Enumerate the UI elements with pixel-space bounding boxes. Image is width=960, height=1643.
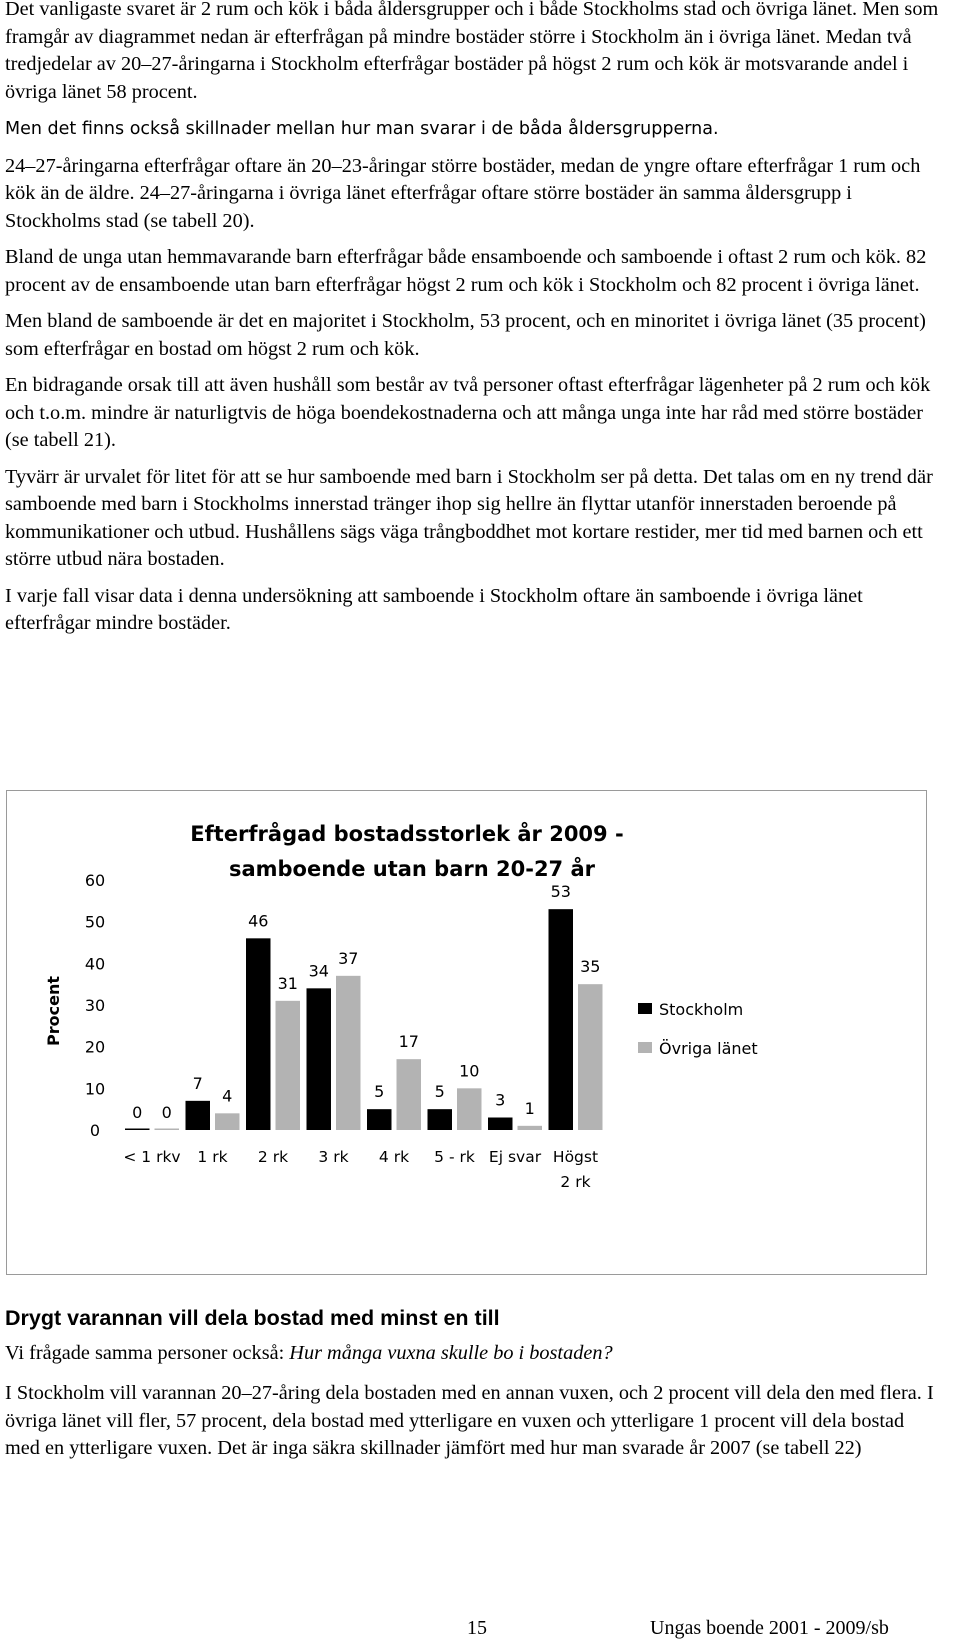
bar-ovriga-lanet <box>518 1126 543 1130</box>
paragraph-4: Bland de unga utan hemmavarande barn efterfrågar både ensamboende och samboende i oftast 2 rum och kök. 82 procent av de ensamboende utan barn efterfrågar högst 2 rum och kök i Stockholm och 82 procent i övriga länet. <box>5 246 927 296</box>
final-paragraph-block <box>5 1380 940 1463</box>
bar-ovriga-lanet <box>276 1001 301 1130</box>
bar-ovriga-lanet <box>578 984 603 1130</box>
x-tick-label: Högst <box>552 1148 599 1166</box>
x-tick-label: 4 rk <box>378 1148 410 1166</box>
x-tick-label: 2 rk <box>257 1148 289 1166</box>
data-label-ovriga-lanet: 0 <box>161 1103 172 1122</box>
data-label-ovriga-lanet: 10 <box>459 1061 480 1081</box>
bar-chart <box>6 790 927 1275</box>
question-prefix: Vi frågade samma personer också: <box>5 1342 290 1364</box>
x-tick-label: 5 - rk <box>434 1148 475 1166</box>
paragraph-5: Men bland de samboende är det en majoritet i Stockholm, 53 procent, och en minoritet i övriga länet (35 procent) som efterfrågar en bostad om högst 2 rum och kök. <box>5 310 926 360</box>
data-label-stockholm: 5 <box>434 1082 445 1102</box>
chart-title-line-2: samboende utan barn 20-27 år <box>228 857 596 881</box>
x-tick-label: 2 rk <box>560 1173 591 1191</box>
body-text <box>5 0 940 647</box>
question-italic: Hur många vuxna skulle bo i bostaden? <box>289 1342 613 1364</box>
paragraph-7: Tyvärr är urvalet för litet för att se hur samboende med barn i Stockholm ser på detta. Det talas om en ny trend där samboende med barn i Stockholms innerstad tränger ihop sig hellre än flyttar utanför innerstaden beroende på kommunikationer och utbud. Hushållens sägs väga trångboddhet mot kortare restider, mer tid med barnen och ett större utbud nära bostaden. <box>5 465 933 570</box>
bar-stockholm <box>488 1118 513 1131</box>
paragraph-8: I varje fall visar data i denna undersökning att samboende i Stockholm oftare än samboende i övriga länet efterfrågar mindre bostäder. <box>5 584 863 634</box>
x-tick-label: Ej svar <box>488 1148 542 1166</box>
data-label-stockholm: 46 <box>248 911 269 931</box>
bar-chart-svg <box>7 791 928 1276</box>
y-tick-label: 10 <box>84 1079 106 1099</box>
y-tick-label: 50 <box>84 912 106 932</box>
legend-label-ovriga-lanet: Övriga länet <box>659 1039 758 1058</box>
bar-ovriga-lanet <box>155 1129 180 1131</box>
question-line <box>5 1340 940 1368</box>
y-tick-label: 40 <box>84 954 106 974</box>
data-label-stockholm: 5 <box>374 1082 385 1102</box>
legend-swatch-ovriga-lanet <box>638 1042 652 1053</box>
data-label-ovriga-lanet: 17 <box>398 1032 419 1052</box>
bar-stockholm <box>125 1129 150 1131</box>
data-label-ovriga-lanet: 37 <box>338 948 359 968</box>
data-label-stockholm: 3 <box>495 1090 506 1110</box>
data-label-ovriga-lanet: 4 <box>222 1086 233 1106</box>
y-tick-label: 20 <box>84 1037 106 1057</box>
bar-ovriga-lanet <box>397 1059 422 1130</box>
x-tick-label: 3 rk <box>318 1148 349 1166</box>
bar-stockholm <box>186 1101 211 1130</box>
y-tick-label: 60 <box>84 871 106 890</box>
bar-ovriga-lanet <box>215 1113 240 1130</box>
final-paragraph: I Stockholm vill varannan 20–27-åring dela bostaden med en annan vuxen, och 2 procent vill dela den med flera. I övriga länet vill fler, 57 procent, dela bostad med ytterligare en vuxen och ytterligare 1 procent vill dela bostad med en ytterligare vuxen. Det är inga säkra skillnader jämfört med hur man svarade år 2007 (se tabell 22) <box>5 1382 934 1459</box>
chart-title-line-1: Efterfrågad bostadsstorlek år 2009 - <box>190 822 624 846</box>
paragraph-2 <box>5 115 940 144</box>
paragraph-3: 24–27-åringarna efterfrågar oftare än 20–23-åringar större bostäder, medan de yngre oftare efterfrågar 1 rum och kök än de äldre. 24–27-åringarna i övriga länet efterfrågar oftare större bostäder än samma åldersgrupp i Stockholms stad (se tabell 20). <box>5 154 921 232</box>
bar-ovriga-lanet <box>457 1088 482 1130</box>
bar-ovriga-lanet <box>336 976 361 1130</box>
section-heading: Drygt varannan vill dela bostad med minst en till <box>5 1306 500 1330</box>
x-tick-label: < 1 rkv <box>123 1148 181 1166</box>
data-label-ovriga-lanet: 1 <box>524 1098 535 1118</box>
footer-title: Ungas boende 2001 - 2009/sb <box>650 1617 889 1639</box>
legend-swatch-stockholm <box>638 1003 652 1014</box>
bar-stockholm <box>549 909 574 1130</box>
paragraph-1: Det vanligaste svaret är 2 rum och kök i båda åldersgrupper och i både Stockholms stad och övriga länet. Men som framgår av diagrammet nedan är efterfrågan på mindre bostäder större i Stockholm än i övriga länet. Medan två tredjedelar av 20–27-åringarna i Stockholm efterfrågar bostäder på högst 2 rum och kök är motsvarande andel i övriga länet 58 procent. <box>5 0 939 103</box>
paragraph-2-text: Men det finns också skillnader mellan hur man svarar i de båda åldersgrupperna. <box>5 119 719 139</box>
data-label-stockholm: 53 <box>550 882 571 902</box>
y-axis-label: Procent <box>44 976 63 1046</box>
paragraph-6: En bidragande orsak till att även hushåll som består av två personer oftast efterfrågar lägenheter på 2 rum och kök och t.o.m. mindre är naturligtvis de höga boendekostnaderna och att många unga inte har råd med större bostäder (se tabell 21). <box>5 374 931 451</box>
y-tick-label: 30 <box>84 996 106 1015</box>
data-label-stockholm: 7 <box>192 1073 203 1093</box>
bar-stockholm <box>307 988 332 1130</box>
y-tick-label: 0 <box>89 1121 101 1140</box>
bar-stockholm <box>367 1109 392 1130</box>
bar-stockholm <box>428 1109 453 1130</box>
bar-stockholm <box>246 938 271 1130</box>
page-number: 15 <box>467 1617 487 1639</box>
data-label-stockholm: 0 <box>132 1103 143 1122</box>
data-label-ovriga-lanet: 31 <box>277 973 298 993</box>
data-label-ovriga-lanet: 35 <box>580 957 601 977</box>
legend-label-stockholm: Stockholm <box>659 1000 744 1019</box>
data-label-stockholm: 34 <box>308 961 329 981</box>
x-tick-label: 1 rk <box>197 1148 228 1166</box>
